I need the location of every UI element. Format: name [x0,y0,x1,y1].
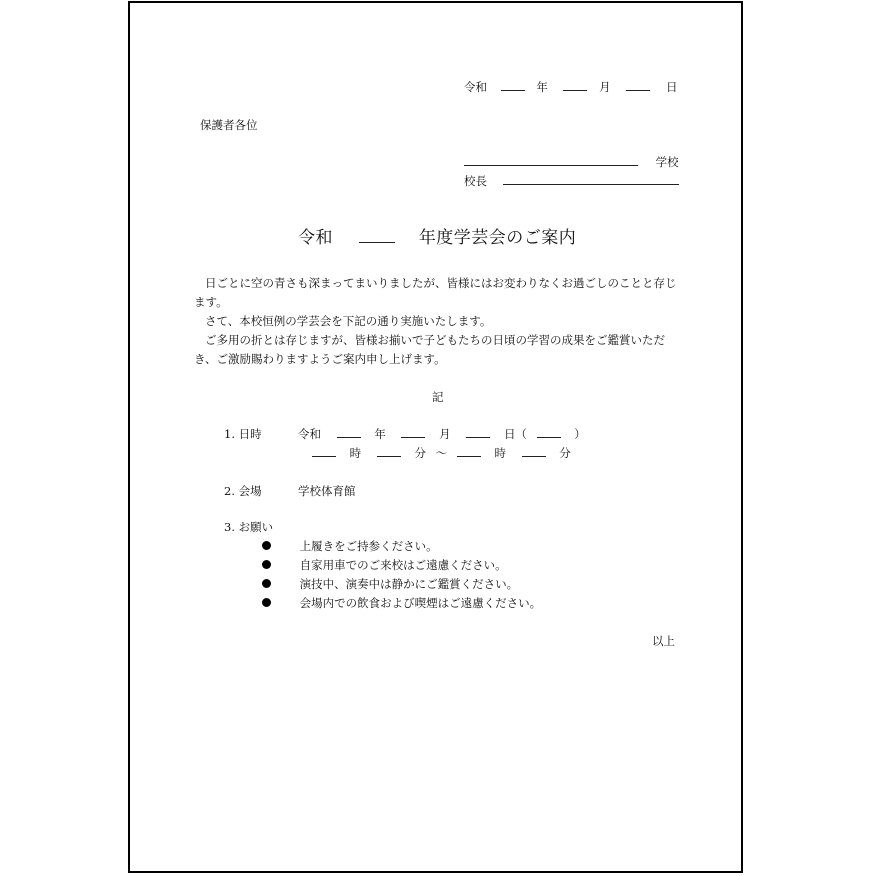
t-minute: 分 [414,446,426,460]
request-text: 上履きをご持参ください。 [299,539,438,553]
dt-year-blank [337,428,361,438]
dt-weekday-blank [537,428,561,438]
body-paragraph-2: さて、本校恒例の学芸会を下記の通り実施いたします。 [205,314,492,328]
date-day: 日 [665,80,678,94]
school-label: 学校 [655,155,679,169]
bullet-icon [262,598,271,607]
dt-month-blank [401,428,425,438]
datetime-time-row [312,445,571,461]
request-text: 演技中、演奏中は静かにご鑑賞ください。 [299,577,519,591]
t-hour2: 時 [494,446,506,460]
venue-value: 学校体育館 [298,484,356,498]
title-era: 令和 [298,228,333,248]
ki-heading: 記 [432,390,444,404]
dt-day: 日（ [503,427,527,441]
principal-line [464,173,679,189]
t-tilde: ～ [435,446,448,460]
school-line [464,154,679,170]
bullet-icon [262,579,271,588]
body-text [194,274,682,369]
school-name-blank [464,156,638,166]
t-minute-blank [377,447,401,457]
date-era: 令和 [464,80,487,94]
t-minute2: 分 [559,446,571,460]
principal-label: 校長 [464,174,487,188]
date-line [464,79,677,95]
dt-era: 令和 [298,427,321,441]
dt-year: 年 [374,427,386,441]
dt-day-blank [466,428,490,438]
day-blank [626,81,650,91]
datetime-label: 1. 日時 [224,427,262,441]
t-hour2-blank [457,447,481,457]
bullet-icon [262,541,271,550]
year-blank [501,81,525,91]
request-item [262,595,541,611]
date-year: 年 [536,80,548,94]
datetime-date-row [298,426,586,442]
body-paragraph-3: ご多用の折とは存じますが、皆様お揃いで子どもたちの日頃の学習の成果をご鑑賞いただき、ご激励賜わりますようご案内申し上げます。 [194,333,665,366]
title-year-blank [359,230,395,243]
t-minute2-blank [522,447,546,457]
principal-name-blank [503,175,679,185]
request-item [262,538,438,554]
t-hour: 時 [349,446,362,460]
dt-month: 月 [439,427,451,441]
requests-label: 3. お願い [224,520,274,534]
dt-close: ） [574,427,586,441]
closing: 以上 [652,634,675,648]
request-item [262,576,518,592]
request-text: 自家用車でのご来校はご遠慮ください。 [299,558,507,572]
page-title [298,223,576,248]
title-text: 年度学芸会のご案内 [418,228,577,248]
month-blank [563,81,587,91]
date-month: 月 [599,80,611,94]
request-text: 会場内での飲食および喫煙はご遠慮ください。 [299,596,542,610]
body-paragraph-1: 日ごとに空の青さも深まってまいりましたが、皆様にはお変わりなくお過ごしのことと存じます。 [194,276,677,309]
t-hour-blank [312,447,336,457]
request-item [262,557,507,573]
recipient: 保護者各位 [200,118,258,132]
document-page [128,1,743,873]
bullet-icon [262,560,271,569]
venue-label: 2. 会場 [224,484,262,498]
